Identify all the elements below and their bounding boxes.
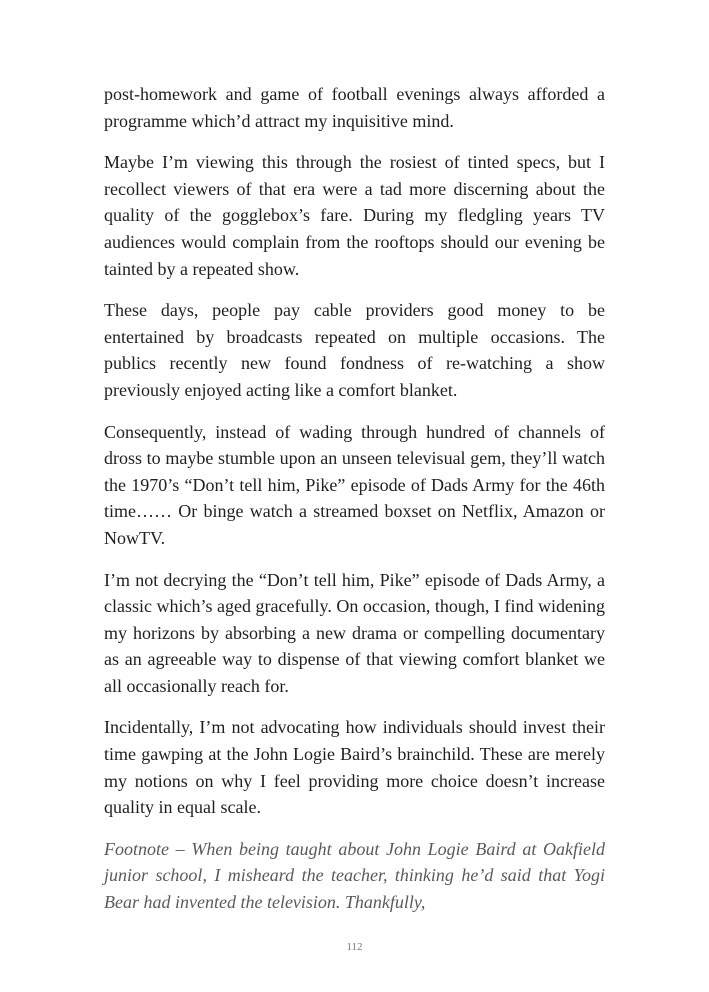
paragraph-2: Maybe I’m viewing this through the rosiest of tinted specs, but I recollect viewers of that era were a tad more discerning about the quality of the gogglebox’s fare. During my fledgling years TV audiences would complain from the rooftops should our evening be tainted by a repeated show. [104,152,605,279]
paragraph-4: Consequently, instead of wading through hundred of channels of dross to maybe stumble upon an unseen televisual gem, they’ll watch the 1970’s “Don’t tell him, Pike” episode of Dads Army for the 46th time…… Or binge watch a streamed boxset on Netflix, Amazon or NowTV. [104,421,605,548]
page-number: 112 [346,941,363,953]
footnote: Footnote – When being taught about John Logie Baird at Oakfield junior school, I misheard the teacher, thinking he’d said that Yogi Bear had invented the television. Thankfully, [104,838,605,913]
paragraph-6: Incidentally, I’m not advocating how individuals should invest their time gawping at the John Logie Baird’s brainchild. These are merely my notions on why I feel providing more choice doesn’t increase quality in equal scale. [104,717,605,818]
body-text [104,81,605,931]
paragraph-5: I’m not decrying the “Don’t tell him, Pike” episode of Dads Army, a classic which’s aged gracefully. On occasion, though, I find widening my horizons by absorbing a new drama or compelling documentary as an agreeable way to dispense of that viewing comfort blanket we all occasionally reach for. [104,569,605,696]
paragraph-3: These days, people pay cable providers good money to be entertained by broadcasts repeated on multiple occasions. The publics recently new found fondness of re-watching a show previously enjoyed acting like a comfort blanket. [104,300,605,400]
paragraph-1: post-homework and game of football evenings always afforded a programme which’d attract my inquisitive mind. [104,84,605,131]
